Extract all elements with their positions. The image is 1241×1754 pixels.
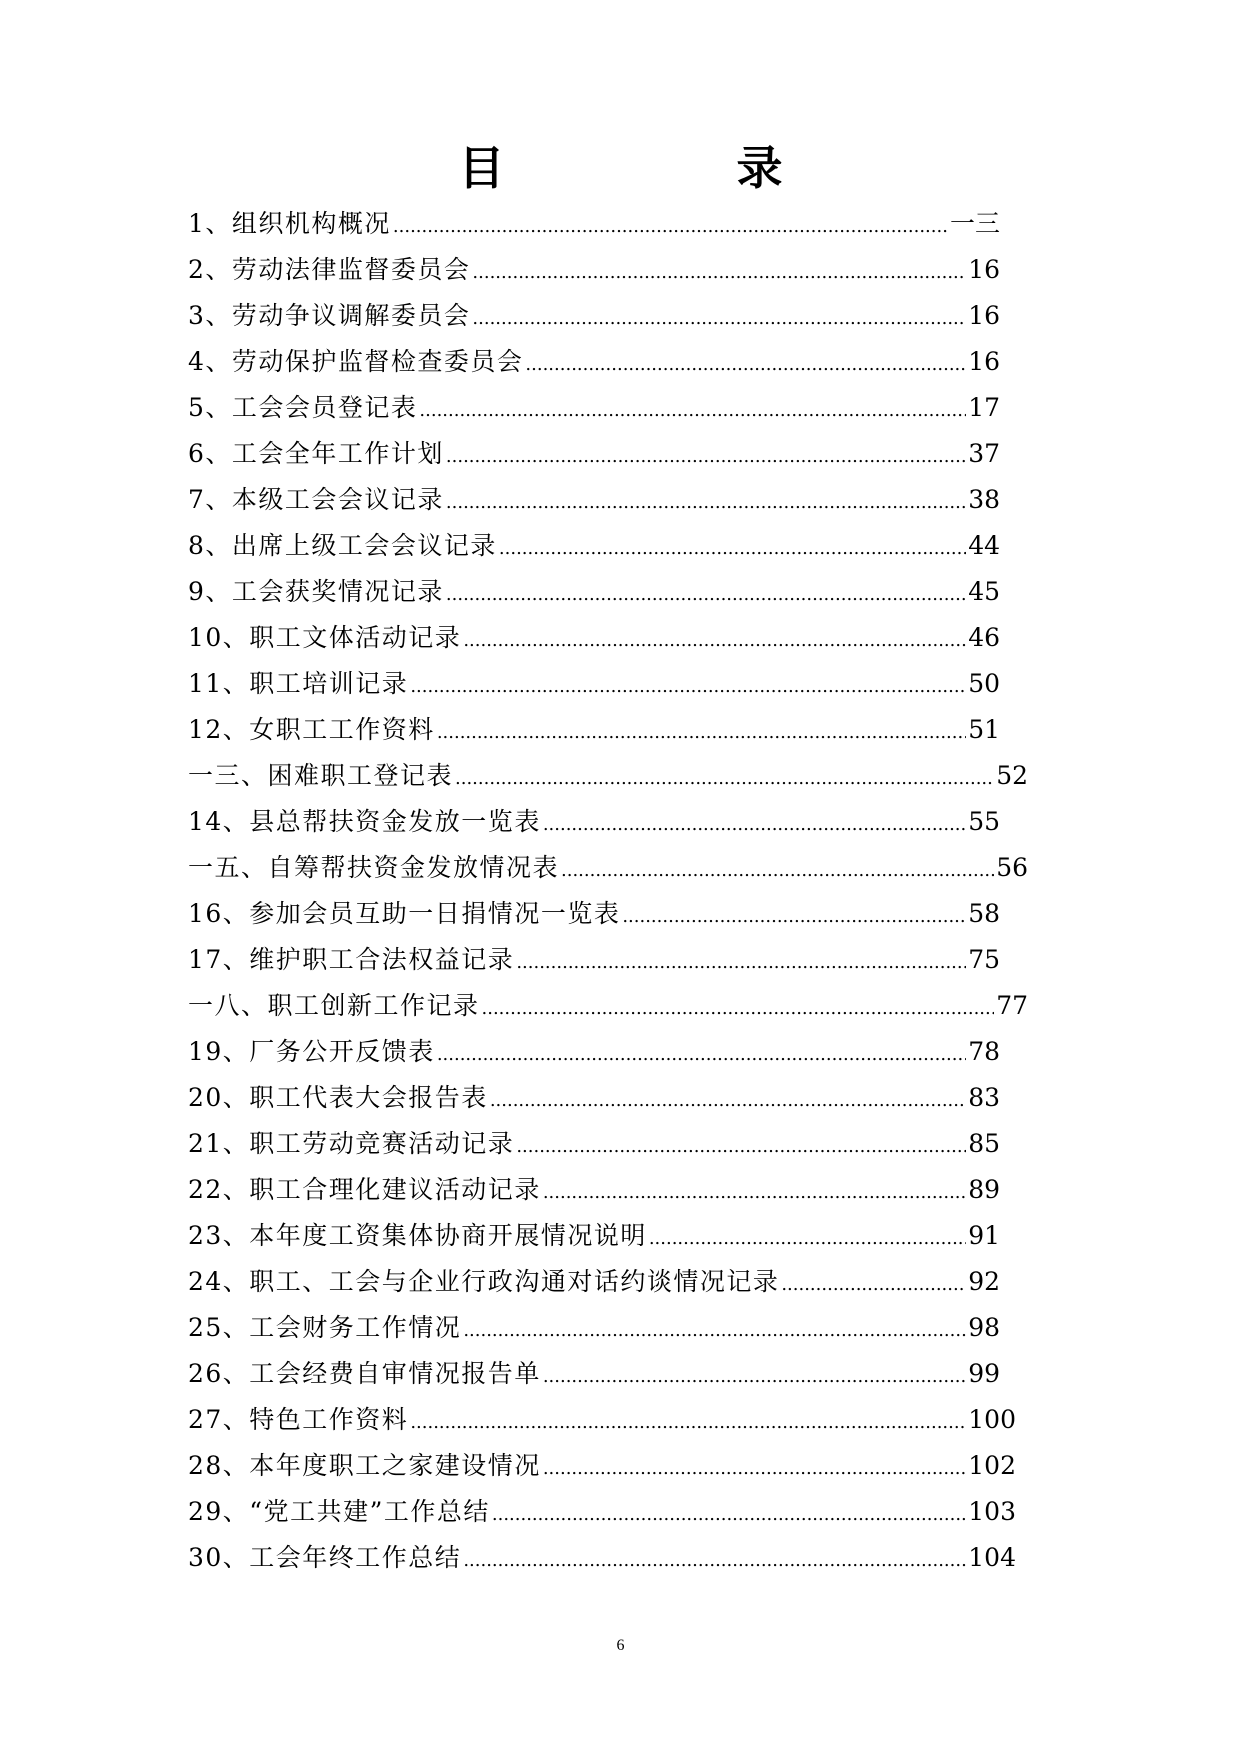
toc-leader-dots — [516, 940, 966, 986]
toc-entry — [188, 707, 1000, 753]
toc-entry-page: 45 — [968, 577, 1000, 606]
toc-entry — [188, 523, 1000, 569]
toc-entry — [188, 1121, 1000, 1167]
toc-entry-label: 9、工会获奖情况记录 — [188, 577, 444, 606]
toc-entry-label: 30、工会年终工作总结 — [188, 1543, 462, 1572]
toc-entry-label: 11、职工培训记录 — [188, 669, 409, 698]
toc-leader-dots — [649, 1216, 966, 1262]
toc-leader-dots — [437, 1032, 966, 1078]
toc-leader-dots — [463, 618, 966, 664]
toc-entry-label: 4、劳动保护监督检查委员会 — [188, 347, 524, 376]
toc-entry-label: 20、职工代表大会报告表 — [188, 1083, 488, 1112]
toc-leader-dots — [455, 756, 994, 802]
toc-entry-page: 16 — [968, 301, 1000, 330]
toc-entry — [188, 753, 1028, 799]
toc-entry-page: 16 — [968, 255, 1000, 284]
toc-leader-dots — [490, 1078, 966, 1124]
toc-entry-label: 1、组织机构概况 — [188, 209, 391, 238]
table-of-contents — [188, 201, 1028, 1581]
toc-entry — [188, 293, 1000, 339]
toc-entry-label: 2、劳动法律监督委员会 — [188, 255, 471, 284]
toc-leader-dots — [410, 664, 966, 710]
toc-entry — [188, 1397, 1016, 1443]
toc-entry-label: 8、出席上级工会会议记录 — [188, 531, 497, 560]
toc-entry-page: 56 — [996, 853, 1028, 882]
toc-entry — [188, 799, 1000, 845]
toc-entry-label: 14、县总帮扶资金发放一览表 — [188, 807, 541, 836]
toc-leader-dots — [446, 434, 966, 480]
toc-leader-dots — [472, 296, 966, 342]
toc-leader-dots — [516, 1124, 966, 1170]
toc-entry-page: 85 — [968, 1129, 1000, 1158]
toc-entry — [188, 661, 1000, 707]
toc-entry-page: 89 — [968, 1175, 1000, 1204]
toc-entry-page: 58 — [968, 899, 1000, 928]
toc-entry — [188, 615, 1000, 661]
toc-entry-label: 17、维护职工合法权益记录 — [188, 945, 515, 974]
toc-leader-dots — [525, 342, 966, 388]
page-number: 6 — [616, 1637, 625, 1654]
toc-entry — [188, 1351, 1000, 1397]
toc-entry — [188, 891, 1000, 937]
toc-entry — [188, 569, 1000, 615]
toc-entry-label: 5、工会会员登记表 — [188, 393, 418, 422]
page-title: 目 录 — [458, 141, 891, 195]
toc-entry — [188, 1075, 1000, 1121]
toc-entry — [188, 247, 1000, 293]
toc-entry-page: 92 — [968, 1267, 1000, 1296]
toc-entry — [188, 339, 1000, 385]
toc-entry — [188, 1489, 1016, 1535]
toc-entry-label: 27、特色工作资料 — [188, 1405, 409, 1434]
toc-entry — [188, 1167, 1000, 1213]
toc-entry-page: 16 — [968, 347, 1000, 376]
toc-entry-label: 23、本年度工资集体协商开展情况说明 — [188, 1221, 647, 1250]
toc-leader-dots — [543, 1446, 966, 1492]
toc-leader-dots — [561, 848, 994, 894]
toc-entry-label: 22、职工合理化建议活动记录 — [188, 1175, 541, 1204]
toc-entry-label: 19、厂务公开反馈表 — [188, 1037, 435, 1066]
toc-entry-page: 103 — [968, 1497, 1016, 1526]
toc-leader-dots — [393, 204, 948, 250]
toc-leader-dots — [492, 1492, 966, 1538]
toc-leader-dots — [622, 894, 966, 940]
toc-entry-page: 44 — [968, 531, 1000, 560]
toc-leader-dots — [446, 572, 966, 618]
toc-entry-page: 102 — [968, 1451, 1016, 1480]
toc-entry — [188, 1259, 1000, 1305]
toc-entry-label: 7、本级工会会议记录 — [188, 485, 444, 514]
toc-entry — [188, 1443, 1016, 1489]
toc-entry-page: 46 — [968, 623, 1000, 652]
toc-entry — [188, 845, 1028, 891]
toc-entry-label: 21、职工劳动竞赛活动记录 — [188, 1129, 515, 1158]
toc-entry — [188, 1213, 1000, 1259]
toc-entry-page: 37 — [968, 439, 1000, 468]
toc-entry-page: 104 — [968, 1543, 1016, 1572]
toc-entry-page: 17 — [968, 393, 1000, 422]
toc-leader-dots — [781, 1262, 966, 1308]
toc-entry — [188, 477, 1000, 523]
toc-entry-page: 77 — [996, 991, 1028, 1020]
toc-entry-page: 91 — [968, 1221, 1000, 1250]
toc-entry — [188, 431, 1000, 477]
toc-leader-dots — [410, 1400, 966, 1446]
toc-entry-label: 24、职工、工会与企业行政沟通对话约谈情况记录 — [188, 1267, 780, 1296]
toc-entry — [188, 1535, 1016, 1581]
toc-entry-label: 26、工会经费自审情况报告单 — [188, 1359, 541, 1388]
toc-leader-dots — [543, 1354, 966, 1400]
toc-entry-page: 75 — [968, 945, 1000, 974]
toc-entry-label: 25、工会财务工作情况 — [188, 1313, 462, 1342]
toc-leader-dots — [419, 388, 966, 434]
toc-entry-page: 一三 — [949, 209, 1000, 238]
toc-leader-dots — [437, 710, 966, 756]
toc-leader-dots — [499, 526, 966, 572]
toc-entry — [188, 1029, 1000, 1075]
toc-entry — [188, 937, 1000, 983]
toc-entry-page: 98 — [968, 1313, 1000, 1342]
toc-entry-page: 99 — [968, 1359, 1000, 1388]
toc-entry — [188, 385, 1000, 431]
toc-entry-label: 6、工会全年工作计划 — [188, 439, 444, 468]
toc-entry-page: 52 — [996, 761, 1028, 790]
toc-entry-label: 12、女职工工作资料 — [188, 715, 435, 744]
toc-entry-page: 55 — [968, 807, 1000, 836]
toc-leader-dots — [543, 802, 966, 848]
toc-entry-page: 50 — [968, 669, 1000, 698]
toc-entry-label: 一八、职工创新工作记录 — [188, 991, 480, 1020]
toc-entry-label: 29、“党工共建”工作总结 — [188, 1497, 490, 1526]
toc-entry — [188, 983, 1028, 1029]
toc-entry-page: 51 — [968, 715, 1000, 744]
toc-leader-dots — [543, 1170, 966, 1216]
toc-leader-dots — [446, 480, 966, 526]
toc-entry-label: 3、劳动争议调解委员会 — [188, 301, 471, 330]
toc-entry-label: 一五、自筹帮扶资金发放情况表 — [188, 853, 560, 882]
toc-entry — [188, 1305, 1000, 1351]
toc-leader-dots — [482, 986, 995, 1032]
toc-entry-page: 38 — [968, 485, 1000, 514]
toc-leader-dots — [472, 250, 966, 296]
toc-entry — [188, 201, 1000, 247]
toc-leader-dots — [463, 1538, 966, 1584]
toc-entry-label: 16、参加会员互助一日捐情况一览表 — [188, 899, 621, 928]
toc-leader-dots — [463, 1308, 966, 1354]
toc-entry-label: 28、本年度职工之家建设情况 — [188, 1451, 541, 1480]
toc-entry-label: 一三、困难职工登记表 — [188, 761, 454, 790]
toc-entry-page: 83 — [968, 1083, 1000, 1112]
toc-entry-label: 10、职工文体活动记录 — [188, 623, 462, 652]
toc-entry-page: 100 — [968, 1405, 1016, 1434]
toc-entry-page: 78 — [968, 1037, 1000, 1066]
